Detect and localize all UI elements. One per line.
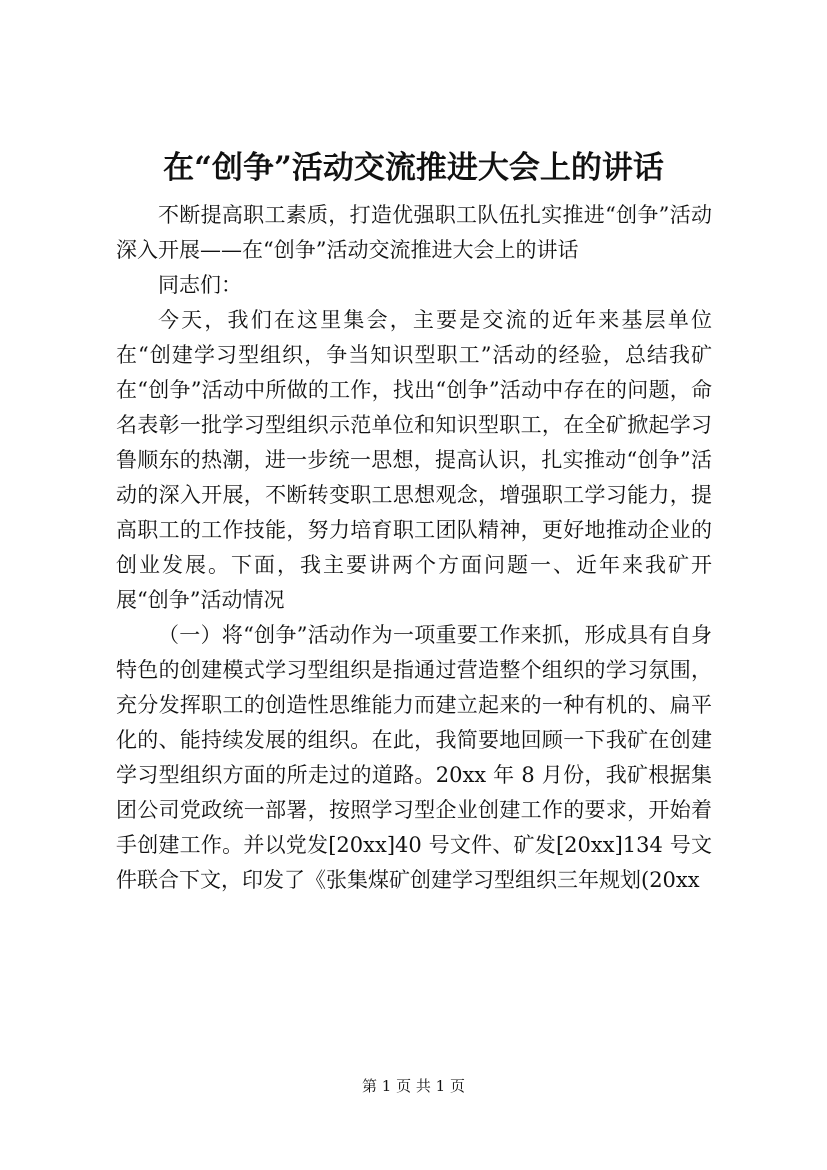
intro-paragraph: 今天，我们在这里集会，主要是交流的近年来基层单位在“创建学习型组织，争当知识型职工”活动的经验，总结我矿在“创争”活动中所做的工作，找出“创争”活动中存在的问题，命名表彰一批学习型组织示范单位和知识型职工，在全矿掀起学习鲁顺东的热潮，进一步统一思想，提高认识，扎实推动“创争”活动的深入开展，不断转变职工思想观念，增强职工学习能力，提高职工的工作技能，努力培育职工团队精神，更好地推动企业的创业发展。下面，我主要讲两个方面问题一、近年来我矿开展“创争”活动情况 [116, 308, 712, 612]
section-one-paragraph: （一）将“创争”活动作为一项重要工作来抓，形成具有自身特色的创建模式学习型组织是指通过营造整个组织的学习氛围，充分发挥职工的创造性思维能力而建立起来的一种有机的、扁平化的、能持续发展的组织。在此，我简要地回顾一下我矿在创建学习型组织方面的所走过的道路。20xx 年 8 月份，我矿根据集团公司党政统一部署，按照学习型企业创建工作的要求，开始着手创建工作。并以党发[20xx]40 号文件、矿发[20xx]134 号文件联合下文，印发了《张集煤矿创建学习型组织三年规划(20xx [116, 623, 712, 892]
document-body [116, 198, 712, 898]
subtitle-paragraph: 不断提高职工素质，打造优强职工队伍扎实推进“创争”活动深入开展——在“创争”活动交流推进大会上的讲话 [116, 203, 712, 262]
salutation-paragraph: 同志们： [158, 273, 242, 297]
page-number-footer: 第 1 页 共 1 页 [362, 1077, 465, 1095]
document-title: 在“创争”活动交流推进大会上的讲话 [163, 150, 664, 186]
